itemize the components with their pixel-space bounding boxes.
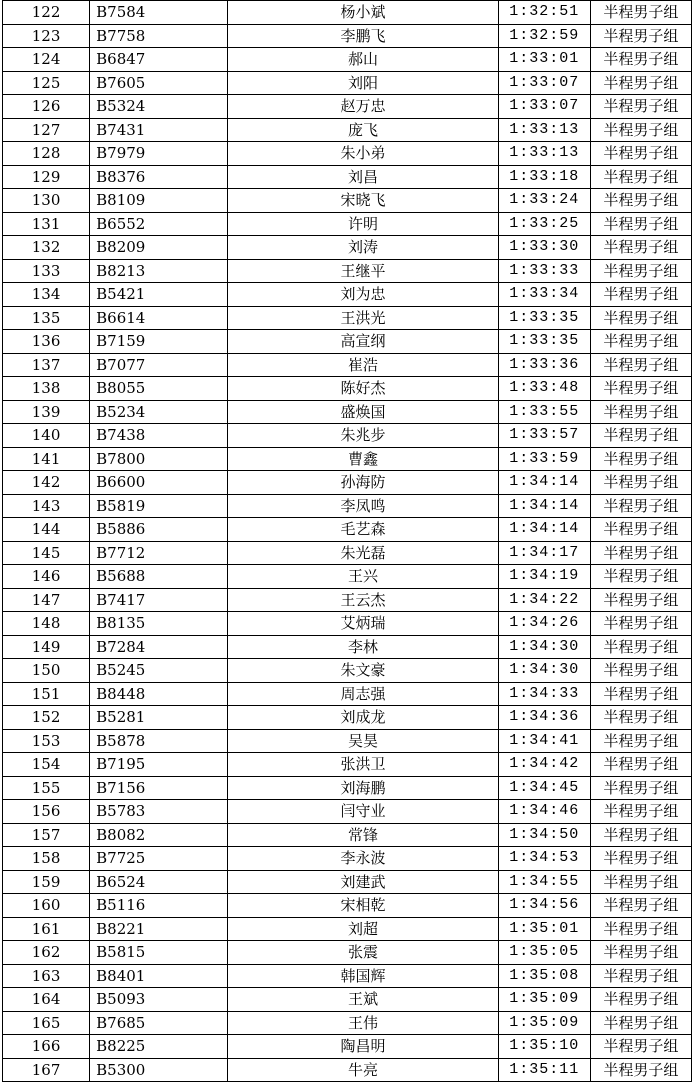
bib-cell: B7712 xyxy=(90,541,228,565)
bib-cell: B8401 xyxy=(90,964,228,988)
name-cell: 常锋 xyxy=(228,823,498,847)
bib-cell: B5819 xyxy=(90,494,228,518)
bib-cell: B7758 xyxy=(90,24,228,48)
name-cell: 韩国辉 xyxy=(228,964,498,988)
results-table-body xyxy=(3,1,692,1082)
group-cell: 半程男子组 xyxy=(590,1011,691,1035)
bib-cell: B6614 xyxy=(90,306,228,330)
table-row xyxy=(3,518,692,542)
time-cell: 1:33:36 xyxy=(498,353,590,377)
time-cell: 1:33:55 xyxy=(498,400,590,424)
table-row xyxy=(3,964,692,988)
time-cell: 1:34:14 xyxy=(498,471,590,495)
time-cell: 1:34:53 xyxy=(498,847,590,871)
group-cell: 半程男子组 xyxy=(590,471,691,495)
time-cell: 1:33:59 xyxy=(498,447,590,471)
table-row xyxy=(3,870,692,894)
table-row xyxy=(3,212,692,236)
rank-cell: 157 xyxy=(3,823,90,847)
group-cell: 半程男子组 xyxy=(590,659,691,683)
group-cell: 半程男子组 xyxy=(590,377,691,401)
time-cell: 1:33:33 xyxy=(498,259,590,283)
rank-cell: 150 xyxy=(3,659,90,683)
bib-cell: B5815 xyxy=(90,941,228,965)
rank-cell: 133 xyxy=(3,259,90,283)
name-cell: 牛亮 xyxy=(228,1058,498,1082)
group-cell: 半程男子组 xyxy=(590,400,691,424)
group-cell: 半程男子组 xyxy=(590,917,691,941)
group-cell: 半程男子组 xyxy=(590,259,691,283)
name-cell: 郝山 xyxy=(228,48,498,72)
table-row xyxy=(3,118,692,142)
group-cell: 半程男子组 xyxy=(590,165,691,189)
name-cell: 艾炳瑞 xyxy=(228,612,498,636)
name-cell: 盛焕国 xyxy=(228,400,498,424)
group-cell: 半程男子组 xyxy=(590,565,691,589)
time-cell: 1:33:57 xyxy=(498,424,590,448)
table-row xyxy=(3,941,692,965)
rank-cell: 144 xyxy=(3,518,90,542)
table-row xyxy=(3,48,692,72)
time-cell: 1:33:13 xyxy=(498,118,590,142)
table-row xyxy=(3,259,692,283)
name-cell: 刘昌 xyxy=(228,165,498,189)
table-row xyxy=(3,189,692,213)
table-row xyxy=(3,306,692,330)
table-row xyxy=(3,988,692,1012)
bib-cell: B6600 xyxy=(90,471,228,495)
table-row xyxy=(3,776,692,800)
table-row xyxy=(3,24,692,48)
group-cell: 半程男子组 xyxy=(590,447,691,471)
bib-cell: B7725 xyxy=(90,847,228,871)
name-cell: 吴昊 xyxy=(228,729,498,753)
table-row xyxy=(3,142,692,166)
name-cell: 王伟 xyxy=(228,1011,498,1035)
bib-cell: B7159 xyxy=(90,330,228,354)
group-cell: 半程男子组 xyxy=(590,118,691,142)
table-row xyxy=(3,635,692,659)
rank-cell: 156 xyxy=(3,800,90,824)
name-cell: 庞飞 xyxy=(228,118,498,142)
time-cell: 1:34:55 xyxy=(498,870,590,894)
group-cell: 半程男子组 xyxy=(590,753,691,777)
group-cell: 半程男子组 xyxy=(590,212,691,236)
rank-cell: 129 xyxy=(3,165,90,189)
name-cell: 崔浩 xyxy=(228,353,498,377)
name-cell: 刘建武 xyxy=(228,870,498,894)
time-cell: 1:33:30 xyxy=(498,236,590,260)
name-cell: 陈好杰 xyxy=(228,377,498,401)
name-cell: 杨小斌 xyxy=(228,1,498,25)
bib-cell: B5116 xyxy=(90,894,228,918)
rank-cell: 165 xyxy=(3,1011,90,1035)
name-cell: 毛艺森 xyxy=(228,518,498,542)
bib-cell: B8082 xyxy=(90,823,228,847)
rank-cell: 161 xyxy=(3,917,90,941)
group-cell: 半程男子组 xyxy=(590,800,691,824)
bib-cell: B7431 xyxy=(90,118,228,142)
bib-cell: B7605 xyxy=(90,71,228,95)
group-cell: 半程男子组 xyxy=(590,283,691,307)
group-cell: 半程男子组 xyxy=(590,635,691,659)
name-cell: 高宣纲 xyxy=(228,330,498,354)
name-cell: 刘阳 xyxy=(228,71,498,95)
time-cell: 1:32:51 xyxy=(498,1,590,25)
bib-cell: B6552 xyxy=(90,212,228,236)
time-cell: 1:34:26 xyxy=(498,612,590,636)
rank-cell: 125 xyxy=(3,71,90,95)
bib-cell: B5234 xyxy=(90,400,228,424)
bib-cell: B5688 xyxy=(90,565,228,589)
table-row xyxy=(3,471,692,495)
bib-cell: B7417 xyxy=(90,588,228,612)
bib-cell: B5421 xyxy=(90,283,228,307)
name-cell: 闫守业 xyxy=(228,800,498,824)
table-row xyxy=(3,330,692,354)
table-row xyxy=(3,917,692,941)
time-cell: 1:34:17 xyxy=(498,541,590,565)
rank-cell: 141 xyxy=(3,447,90,471)
bib-cell: B8135 xyxy=(90,612,228,636)
rank-cell: 136 xyxy=(3,330,90,354)
name-cell: 周志强 xyxy=(228,682,498,706)
time-cell: 1:34:14 xyxy=(498,494,590,518)
rank-cell: 149 xyxy=(3,635,90,659)
bib-cell: B5245 xyxy=(90,659,228,683)
table-row xyxy=(3,236,692,260)
table-row xyxy=(3,377,692,401)
table-row xyxy=(3,165,692,189)
group-cell: 半程男子组 xyxy=(590,894,691,918)
bib-cell: B8055 xyxy=(90,377,228,401)
rank-cell: 140 xyxy=(3,424,90,448)
group-cell: 半程男子组 xyxy=(590,1,691,25)
bib-cell: B5300 xyxy=(90,1058,228,1082)
group-cell: 半程男子组 xyxy=(590,424,691,448)
table-row xyxy=(3,1,692,25)
time-cell: 1:35:05 xyxy=(498,941,590,965)
name-cell: 王云杰 xyxy=(228,588,498,612)
bib-cell: B8209 xyxy=(90,236,228,260)
time-cell: 1:33:07 xyxy=(498,71,590,95)
group-cell: 半程男子组 xyxy=(590,95,691,119)
group-cell: 半程男子组 xyxy=(590,870,691,894)
bib-cell: B7195 xyxy=(90,753,228,777)
name-cell: 王继平 xyxy=(228,259,498,283)
name-cell: 刘为忠 xyxy=(228,283,498,307)
rank-cell: 131 xyxy=(3,212,90,236)
time-cell: 1:33:25 xyxy=(498,212,590,236)
name-cell: 刘海鹏 xyxy=(228,776,498,800)
bib-cell: B5324 xyxy=(90,95,228,119)
bib-cell: B8109 xyxy=(90,189,228,213)
time-cell: 1:35:01 xyxy=(498,917,590,941)
rank-cell: 154 xyxy=(3,753,90,777)
rank-cell: 122 xyxy=(3,1,90,25)
name-cell: 李永波 xyxy=(228,847,498,871)
name-cell: 李林 xyxy=(228,635,498,659)
table-row xyxy=(3,353,692,377)
table-row xyxy=(3,541,692,565)
table-row xyxy=(3,1035,692,1059)
time-cell: 1:35:08 xyxy=(498,964,590,988)
rank-cell: 158 xyxy=(3,847,90,871)
bib-cell: B6847 xyxy=(90,48,228,72)
rank-cell: 159 xyxy=(3,870,90,894)
table-row xyxy=(3,659,692,683)
time-cell: 1:35:09 xyxy=(498,988,590,1012)
rank-cell: 132 xyxy=(3,236,90,260)
name-cell: 许明 xyxy=(228,212,498,236)
rank-cell: 164 xyxy=(3,988,90,1012)
rank-cell: 138 xyxy=(3,377,90,401)
table-row xyxy=(3,682,692,706)
table-row xyxy=(3,706,692,730)
table-row xyxy=(3,400,692,424)
name-cell: 李凤鸣 xyxy=(228,494,498,518)
rank-cell: 155 xyxy=(3,776,90,800)
rank-cell: 167 xyxy=(3,1058,90,1082)
group-cell: 半程男子组 xyxy=(590,306,691,330)
bib-cell: B7584 xyxy=(90,1,228,25)
time-cell: 1:34:50 xyxy=(498,823,590,847)
group-cell: 半程男子组 xyxy=(590,236,691,260)
table-row xyxy=(3,1058,692,1082)
bib-cell: B8213 xyxy=(90,259,228,283)
table-row xyxy=(3,565,692,589)
table-row xyxy=(3,1011,692,1035)
group-cell: 半程男子组 xyxy=(590,142,691,166)
group-cell: 半程男子组 xyxy=(590,682,691,706)
bib-cell: B7800 xyxy=(90,447,228,471)
bib-cell: B5878 xyxy=(90,729,228,753)
group-cell: 半程男子组 xyxy=(590,706,691,730)
table-row xyxy=(3,494,692,518)
time-cell: 1:34:42 xyxy=(498,753,590,777)
name-cell: 宋晓飞 xyxy=(228,189,498,213)
group-cell: 半程男子组 xyxy=(590,48,691,72)
group-cell: 半程男子组 xyxy=(590,353,691,377)
bib-cell: B8225 xyxy=(90,1035,228,1059)
bib-cell: B5093 xyxy=(90,988,228,1012)
table-row xyxy=(3,800,692,824)
rank-cell: 143 xyxy=(3,494,90,518)
time-cell: 1:34:30 xyxy=(498,659,590,683)
time-cell: 1:33:13 xyxy=(498,142,590,166)
table-row xyxy=(3,753,692,777)
table-row xyxy=(3,894,692,918)
rank-cell: 148 xyxy=(3,612,90,636)
time-cell: 1:34:33 xyxy=(498,682,590,706)
group-cell: 半程男子组 xyxy=(590,729,691,753)
rank-cell: 127 xyxy=(3,118,90,142)
bib-cell: B5886 xyxy=(90,518,228,542)
time-cell: 1:32:59 xyxy=(498,24,590,48)
name-cell: 王斌 xyxy=(228,988,498,1012)
rank-cell: 151 xyxy=(3,682,90,706)
rank-cell: 160 xyxy=(3,894,90,918)
name-cell: 李鹏飞 xyxy=(228,24,498,48)
bib-cell: B6524 xyxy=(90,870,228,894)
time-cell: 1:33:48 xyxy=(498,377,590,401)
bib-cell: B7284 xyxy=(90,635,228,659)
name-cell: 王洪光 xyxy=(228,306,498,330)
table-row xyxy=(3,588,692,612)
table-row xyxy=(3,847,692,871)
time-cell: 1:34:36 xyxy=(498,706,590,730)
table-row xyxy=(3,95,692,119)
time-cell: 1:33:35 xyxy=(498,306,590,330)
rank-cell: 147 xyxy=(3,588,90,612)
time-cell: 1:34:30 xyxy=(498,635,590,659)
group-cell: 半程男子组 xyxy=(590,330,691,354)
name-cell: 宋相乾 xyxy=(228,894,498,918)
group-cell: 半程男子组 xyxy=(590,588,691,612)
bib-cell: B8221 xyxy=(90,917,228,941)
group-cell: 半程男子组 xyxy=(590,494,691,518)
rank-cell: 128 xyxy=(3,142,90,166)
time-cell: 1:33:01 xyxy=(498,48,590,72)
rank-cell: 152 xyxy=(3,706,90,730)
group-cell: 半程男子组 xyxy=(590,988,691,1012)
bib-cell: B5783 xyxy=(90,800,228,824)
name-cell: 刘成龙 xyxy=(228,706,498,730)
group-cell: 半程男子组 xyxy=(590,964,691,988)
name-cell: 赵万忠 xyxy=(228,95,498,119)
group-cell: 半程男子组 xyxy=(590,189,691,213)
results-table xyxy=(2,0,692,1082)
rank-cell: 130 xyxy=(3,189,90,213)
name-cell: 朱兆步 xyxy=(228,424,498,448)
time-cell: 1:35:09 xyxy=(498,1011,590,1035)
table-row xyxy=(3,612,692,636)
group-cell: 半程男子组 xyxy=(590,1058,691,1082)
table-row xyxy=(3,447,692,471)
group-cell: 半程男子组 xyxy=(590,847,691,871)
bib-cell: B8376 xyxy=(90,165,228,189)
time-cell: 1:33:18 xyxy=(498,165,590,189)
name-cell: 刘超 xyxy=(228,917,498,941)
name-cell: 王兴 xyxy=(228,565,498,589)
name-cell: 刘涛 xyxy=(228,236,498,260)
rank-cell: 126 xyxy=(3,95,90,119)
group-cell: 半程男子组 xyxy=(590,776,691,800)
group-cell: 半程男子组 xyxy=(590,941,691,965)
time-cell: 1:35:11 xyxy=(498,1058,590,1082)
name-cell: 陶昌明 xyxy=(228,1035,498,1059)
table-row xyxy=(3,424,692,448)
time-cell: 1:35:10 xyxy=(498,1035,590,1059)
bib-cell: B7156 xyxy=(90,776,228,800)
group-cell: 半程男子组 xyxy=(590,541,691,565)
table-row xyxy=(3,71,692,95)
time-cell: 1:34:22 xyxy=(498,588,590,612)
bib-cell: B8448 xyxy=(90,682,228,706)
rank-cell: 123 xyxy=(3,24,90,48)
rank-cell: 163 xyxy=(3,964,90,988)
name-cell: 朱文豪 xyxy=(228,659,498,683)
table-row xyxy=(3,283,692,307)
table-row xyxy=(3,729,692,753)
group-cell: 半程男子组 xyxy=(590,1035,691,1059)
group-cell: 半程男子组 xyxy=(590,612,691,636)
rank-cell: 145 xyxy=(3,541,90,565)
time-cell: 1:34:56 xyxy=(498,894,590,918)
name-cell: 张洪卫 xyxy=(228,753,498,777)
bib-cell: B7685 xyxy=(90,1011,228,1035)
rank-cell: 162 xyxy=(3,941,90,965)
rank-cell: 153 xyxy=(3,729,90,753)
rank-cell: 142 xyxy=(3,471,90,495)
group-cell: 半程男子组 xyxy=(590,518,691,542)
time-cell: 1:34:41 xyxy=(498,729,590,753)
rank-cell: 166 xyxy=(3,1035,90,1059)
rank-cell: 139 xyxy=(3,400,90,424)
time-cell: 1:34:19 xyxy=(498,565,590,589)
bib-cell: B7979 xyxy=(90,142,228,166)
name-cell: 朱小弟 xyxy=(228,142,498,166)
group-cell: 半程男子组 xyxy=(590,71,691,95)
time-cell: 1:33:07 xyxy=(498,95,590,119)
rank-cell: 134 xyxy=(3,283,90,307)
group-cell: 半程男子组 xyxy=(590,823,691,847)
name-cell: 张震 xyxy=(228,941,498,965)
bib-cell: B7438 xyxy=(90,424,228,448)
time-cell: 1:34:46 xyxy=(498,800,590,824)
time-cell: 1:33:35 xyxy=(498,330,590,354)
bib-cell: B5281 xyxy=(90,706,228,730)
time-cell: 1:34:45 xyxy=(498,776,590,800)
group-cell: 半程男子组 xyxy=(590,24,691,48)
time-cell: 1:33:24 xyxy=(498,189,590,213)
name-cell: 朱光磊 xyxy=(228,541,498,565)
rank-cell: 135 xyxy=(3,306,90,330)
rank-cell: 137 xyxy=(3,353,90,377)
time-cell: 1:33:34 xyxy=(498,283,590,307)
time-cell: 1:34:14 xyxy=(498,518,590,542)
bib-cell: B7077 xyxy=(90,353,228,377)
rank-cell: 146 xyxy=(3,565,90,589)
rank-cell: 124 xyxy=(3,48,90,72)
name-cell: 曹鑫 xyxy=(228,447,498,471)
table-row xyxy=(3,823,692,847)
name-cell: 孙海防 xyxy=(228,471,498,495)
